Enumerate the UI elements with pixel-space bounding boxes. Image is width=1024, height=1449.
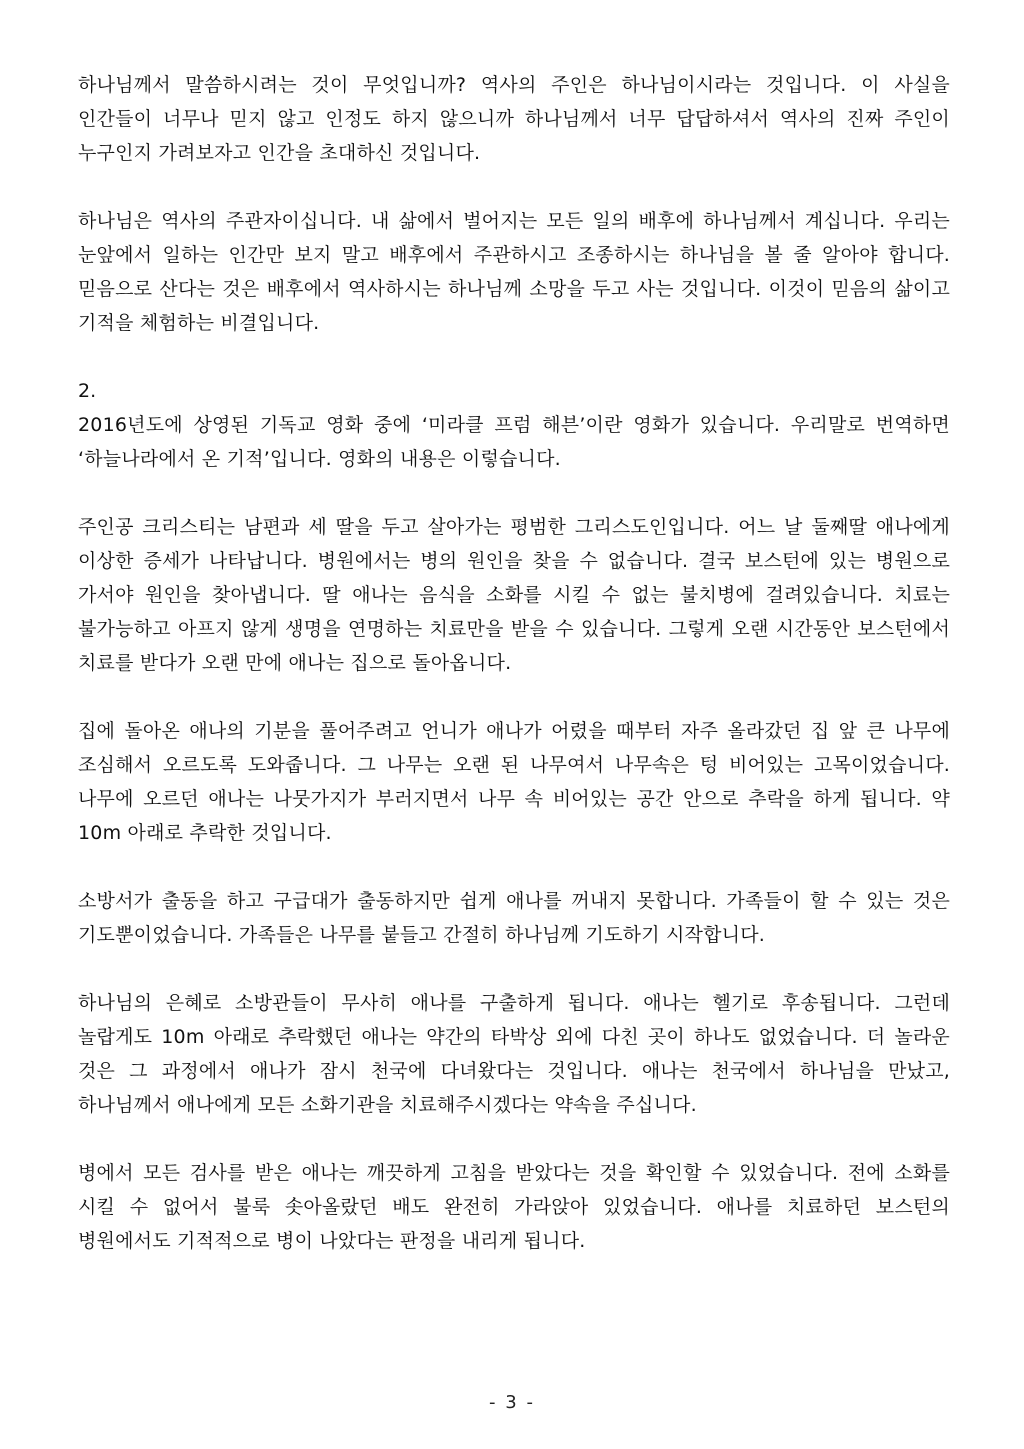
paragraph-1: 하나님께서 말씀하시려는 것이 무엇입니까? 역사의 주인은 하나님이시라는 것입니다. 이 사실을 인간들이 너무나 믿지 않고 인정도 하지 않으니까 하나님께서 너무 답답하셔서 역사의 진짜 주인이 누구인지 가려보자고 인간을 초대하신 것입니다. [78, 74, 950, 164]
page-number-footer: - 3 - [489, 1392, 535, 1413]
paragraph-4: 주인공 크리스티는 남편과 세 딸을 두고 살아가는 평범한 그리스도인입니다. 어느 날 둘째딸 애나에게 이상한 증세가 나타납니다. 병원에서는 병의 원인을 찾을 수 없습니다. 결국 보스턴에 있는 병원으로 가서야 원인을 찾아냅니다. 딸 애나는 음식을 소화를 시킬 수 없는 불치병에 걸려있습니다. 치료는 불가능하고 아프지 않게 생명을 연명하는 치료만을 받을 수 있습니다. 그렇게 오랜 시간동안 보스턴에서 치료를 받다가 오랜 만에 애나는 집으로 돌아옵니다. [78, 516, 950, 674]
paragraph-3: 2016년도에 상영된 기독교 영화 중에 ‘미라클 프럼 해븐’이란 영화가 있습니다. 우리말로 번역하면 ‘하늘나라에서 온 기적’입니다. 영화의 내용은 이렇습니다. [78, 414, 950, 470]
paragraph-7: 하나님의 은혜로 소방관들이 무사히 애나를 구출하게 됩니다. 애나는 헬기로 후송됩니다. 그런데 놀랍게도 10m 아래로 추락했던 애나는 약간의 타박상 외에 다친 곳이 하나도 없었습니다. 더 놀라운 것은 그 과정에서 애나가 잠시 천국에 다녀왔다는 것입니다. 애나는 천국에서 하나님을 만났고, 하나님께서 애나에게 모든 소화기관을 치료해주시겠다는 약속을 주십니다. [78, 992, 950, 1116]
section-number: 2. [78, 380, 97, 402]
paragraph-5: 집에 돌아온 애나의 기분을 풀어주려고 언니가 애나가 어렸을 때부터 자주 올라갔던 집 앞 큰 나무에 조심해서 오르도록 도와줍니다. 그 나무는 오랜 된 나무여서 나무속은 텅 비어있는 고목이었습니다. 나무에 오르던 애나는 나뭇가지가 부러지면서 나무 속 비어있는 공간 안으로 추락을 하게 됩니다. 약 10m 아래로 추락한 것입니다. [78, 720, 951, 844]
paragraph-6: 소방서가 출동을 하고 구급대가 출동하지만 쉽게 애나를 꺼내지 못합니다. 가족들이 할 수 있는 것은 기도뿐이었습니다. 가족들은 나무를 붙들고 간절히 하나님께 기도하기 시작합니다. [78, 890, 950, 946]
document-body [78, 68, 950, 1258]
paragraph-2: 하나님은 역사의 주관자이십니다. 내 삶에서 벌어지는 모든 일의 배후에 하나님께서 계십니다. 우리는 눈앞에서 일하는 인간만 보지 말고 배후에서 주관하시고 조종하시는 하나님을 볼 줄 알아야 합니다. 믿음으로 산다는 것은 배후에서 역사하시는 하나님께 소망을 두고 사는 것입니다. 이것이 믿음의 삶이고 기적을 체험하는 비결입니다. [78, 210, 950, 334]
paragraph-8: 병에서 모든 검사를 받은 애나는 깨끗하게 고침을 받았다는 것을 확인할 수 있었습니다. 전에 소화를 시킬 수 없어서 불룩 솟아올랐던 배도 완전히 가라앉아 있었습니다. 애나를 치료하던 보스턴의 병원에서도 기적적으로 병이 나았다는 판정을 내리게 됩니다. [78, 1162, 950, 1252]
